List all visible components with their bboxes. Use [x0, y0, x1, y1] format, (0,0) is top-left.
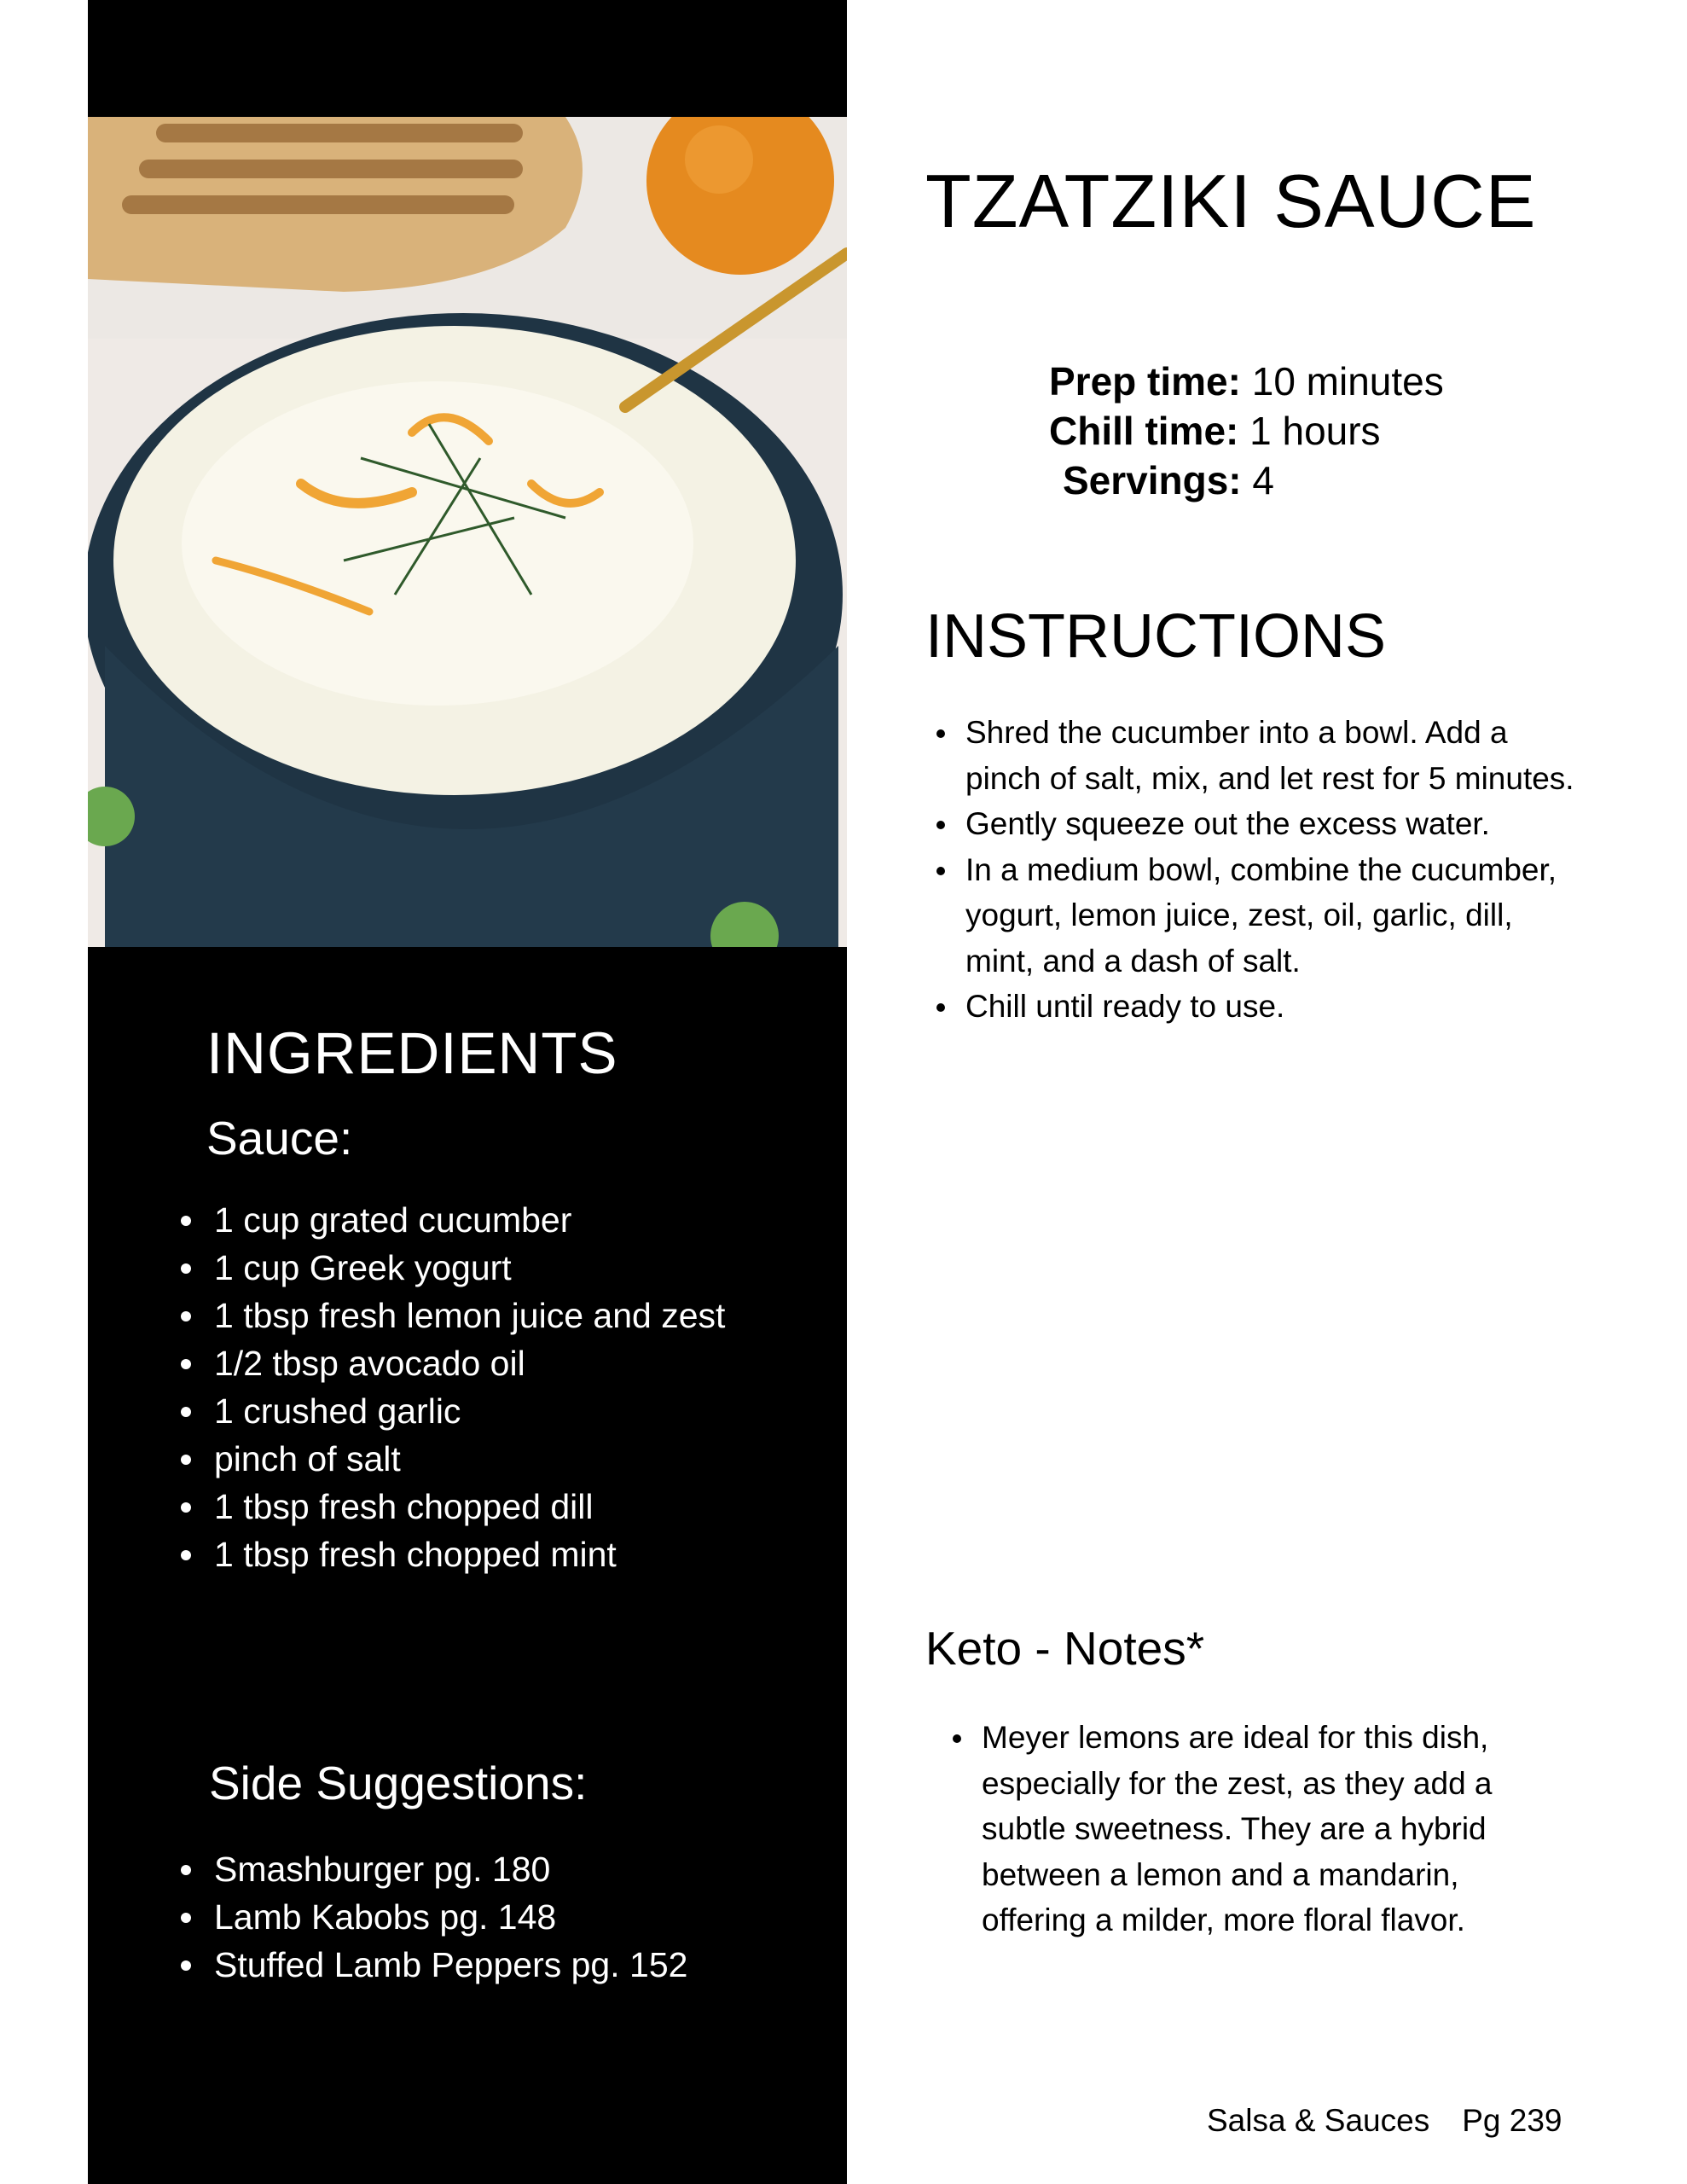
instructions-list	[965, 710, 1580, 1030]
ingredient-item: 1 crushed garlic	[214, 1387, 725, 1435]
prep-time-value: 10 minutes	[1251, 359, 1444, 404]
prep-time-label: Prep time:	[1049, 359, 1241, 404]
chill-time-row	[1049, 406, 1444, 456]
sauce-subheading: Sauce:	[206, 1112, 353, 1165]
tzatziki-photo	[88, 117, 847, 947]
instruction-step: Shred the cucumber into a bowl. Add a pinch of salt, mix, and let rest for 5 minutes.	[965, 710, 1580, 801]
instruction-step: Chill until ready to use.	[965, 984, 1580, 1030]
ingredient-item: 1 tbsp fresh chopped dill	[214, 1483, 725, 1531]
keto-notes-heading: Keto - Notes*	[925, 1622, 1205, 1675]
servings-label: Servings:	[1063, 458, 1242, 502]
servings-value: 4	[1252, 458, 1275, 502]
instructions-heading: INSTRUCTIONS	[925, 602, 1386, 671]
instruction-step: In a medium bowl, combine the cucumber, yogurt, lemon juice, zest, oil, garlic, dill, mint, and a dash of salt.	[965, 847, 1580, 985]
side-suggestion-item: Smashburger pg. 180	[214, 1845, 687, 1893]
side-suggestion-item: Lamb Kabobs pg. 148	[214, 1893, 687, 1941]
ingredients-heading: INGREDIENTS	[206, 1020, 618, 1086]
keto-notes-list	[982, 1715, 1562, 1943]
servings-row	[1049, 456, 1444, 505]
prep-time-row	[1049, 357, 1444, 406]
ingredients-list	[214, 1196, 725, 1578]
recipe-meta	[1049, 357, 1444, 505]
chill-time-label: Chill time:	[1049, 409, 1239, 453]
ingredient-item: 1 cup Greek yogurt	[214, 1244, 725, 1292]
ingredient-item: pinch of salt	[214, 1435, 725, 1483]
page-footer	[1207, 2103, 1562, 2139]
ingredient-item: 1 tbsp fresh lemon juice and zest	[214, 1292, 725, 1339]
side-suggestions-list	[214, 1845, 687, 1989]
footer-page-number: Pg 239	[1462, 2103, 1562, 2138]
keto-note-item: Meyer lemons are ideal for this dish, especially for the zest, as they add a subtle sweetness. They are a hybrid between a lemon and a mandarin, offering a milder, more floral flavor.	[982, 1715, 1562, 1943]
ingredient-item: 1/2 tbsp avocado oil	[214, 1339, 725, 1387]
footer-section: Salsa & Sauces	[1207, 2103, 1430, 2138]
side-suggestions-heading: Side Suggestions:	[209, 1757, 588, 1809]
ingredient-item: 1 tbsp fresh chopped mint	[214, 1531, 725, 1578]
ingredient-item: 1 cup grated cucumber	[214, 1196, 725, 1244]
instruction-step: Gently squeeze out the excess water.	[965, 801, 1580, 847]
side-suggestion-item: Stuffed Lamb Peppers pg. 152	[214, 1941, 687, 1989]
chill-time-value: 1 hours	[1249, 409, 1381, 453]
recipe-title: TZATZIKI SAUCE	[925, 159, 1537, 243]
